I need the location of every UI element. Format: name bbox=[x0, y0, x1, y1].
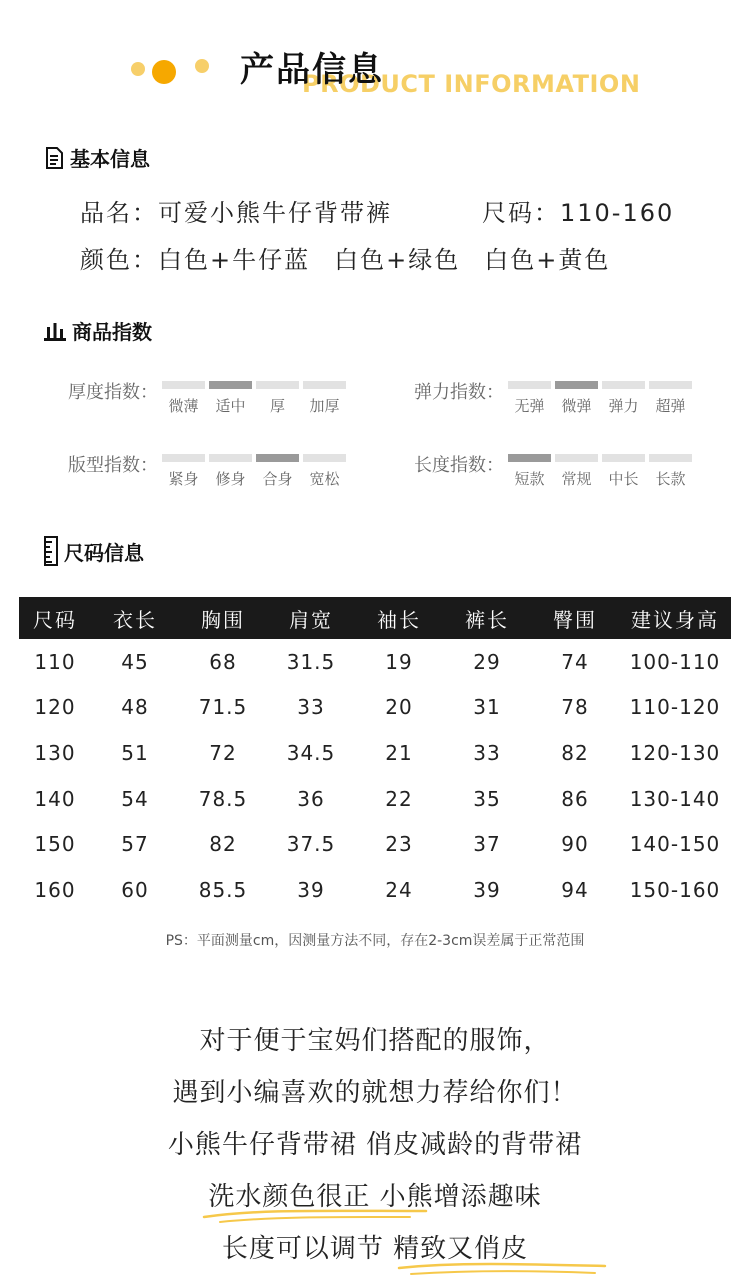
size-table bbox=[19, 597, 731, 913]
scale-option: 中长 bbox=[608, 470, 639, 488]
table-cell: 60 bbox=[121, 877, 149, 902]
section-heading: 基本信息 bbox=[70, 147, 150, 171]
scale-option: 适中 bbox=[215, 397, 246, 415]
scale-bar bbox=[162, 454, 205, 462]
scale-bar bbox=[508, 454, 551, 462]
document-icon bbox=[44, 147, 64, 169]
table-cell: 57 bbox=[121, 832, 149, 857]
table-cell: 39 bbox=[473, 877, 501, 902]
scale-option: 弹力 bbox=[608, 397, 639, 415]
table-row bbox=[19, 776, 731, 822]
table-row bbox=[19, 730, 731, 776]
table-cell: 110-120 bbox=[629, 695, 721, 720]
index-label: 长度指数： bbox=[414, 455, 504, 476]
table-cell: 68 bbox=[209, 649, 237, 674]
scale-option: 合身 bbox=[262, 470, 293, 488]
index-label: 厚度指数： bbox=[68, 382, 158, 403]
measurement-note: PS：平面测量cm，因测量方法不同，存在2-3cm误差属于正常范围 bbox=[165, 933, 585, 949]
scale-bar bbox=[555, 381, 598, 389]
table-cell: 140 bbox=[34, 786, 76, 811]
color-option: 白色+黄色 bbox=[484, 246, 611, 274]
table-cell: 78.5 bbox=[198, 786, 248, 811]
table-cell: 19 bbox=[385, 649, 413, 674]
column-header: 肩宽 bbox=[267, 597, 355, 639]
table-cell: 33 bbox=[473, 740, 501, 765]
slogan-line: 对于便于宝妈们搭配的服饰， bbox=[199, 1026, 551, 1056]
decor-dot-small-left bbox=[131, 62, 145, 76]
scale-bar bbox=[602, 381, 645, 389]
index-scale bbox=[508, 454, 692, 489]
table-cell: 86 bbox=[561, 786, 589, 811]
size-label: 尺码： bbox=[482, 199, 560, 227]
index-scale bbox=[162, 454, 346, 489]
info-row-size bbox=[482, 193, 674, 228]
scale-option: 宽松 bbox=[309, 470, 340, 488]
scale-bar bbox=[256, 381, 299, 389]
table-cell: 21 bbox=[385, 740, 413, 765]
color-option: 白色+牛仔蓝 bbox=[158, 246, 311, 274]
scale-bar bbox=[303, 381, 346, 389]
table-row bbox=[19, 685, 731, 731]
scale-bar bbox=[209, 381, 252, 389]
column-header: 臀围 bbox=[531, 597, 619, 639]
scale-option: 常规 bbox=[561, 470, 592, 488]
scale-bar bbox=[649, 454, 692, 462]
scale-bar bbox=[162, 381, 205, 389]
table-cell: 45 bbox=[121, 649, 149, 674]
table-row bbox=[19, 867, 731, 913]
table-cell: 31.5 bbox=[286, 649, 336, 674]
table-cell: 34.5 bbox=[286, 740, 336, 765]
table-header-row bbox=[19, 597, 731, 639]
table-cell: 39 bbox=[297, 877, 325, 902]
name-value: 可爱小熊牛仔背带裤 bbox=[158, 199, 392, 227]
table-cell: 20 bbox=[385, 695, 413, 720]
scale-option: 微弹 bbox=[561, 397, 592, 415]
table-cell: 100-110 bbox=[629, 649, 721, 674]
table-cell: 36 bbox=[297, 786, 325, 811]
table-cell: 85.5 bbox=[198, 877, 248, 902]
table-cell: 130 bbox=[34, 740, 76, 765]
section-heading: 尺码信息 bbox=[64, 540, 144, 565]
scale-bar bbox=[602, 454, 645, 462]
page-title: 产品信息 bbox=[240, 50, 384, 90]
decor-dot-small-right bbox=[195, 59, 209, 73]
info-row-colors bbox=[80, 240, 610, 275]
index-label: 弹力指数： bbox=[414, 382, 504, 403]
scale-option: 修身 bbox=[215, 470, 246, 488]
scale-option: 紧身 bbox=[168, 470, 199, 488]
table-cell: 31 bbox=[473, 695, 501, 720]
table-cell: 130-140 bbox=[629, 786, 721, 811]
table-cell: 120 bbox=[34, 695, 76, 720]
page-title-en: PRODUCT INFORMATION bbox=[302, 70, 641, 98]
table-cell: 51 bbox=[121, 740, 149, 765]
table-cell: 37.5 bbox=[286, 832, 336, 857]
slogan-line: 遇到小编喜欢的就想力荐给你们！ bbox=[172, 1078, 578, 1108]
table-cell: 120-130 bbox=[629, 740, 721, 765]
table-cell: 71.5 bbox=[198, 695, 248, 720]
scale-option: 无弹 bbox=[514, 397, 545, 415]
table-cell: 140-150 bbox=[629, 832, 721, 857]
scale-option: 微薄 bbox=[168, 397, 199, 415]
section-heading: 商品指数 bbox=[72, 320, 152, 344]
table-cell: 160 bbox=[34, 877, 76, 902]
table-cell: 37 bbox=[473, 832, 501, 857]
table-cell: 110 bbox=[34, 649, 76, 674]
column-header: 胸围 bbox=[179, 597, 267, 639]
scale-option: 超弹 bbox=[655, 397, 686, 415]
slogan-line: 长度可以调节 精致又俏皮 bbox=[221, 1234, 529, 1264]
table-cell: 54 bbox=[121, 786, 149, 811]
color-label: 颜色： bbox=[80, 246, 158, 274]
underline-squiggle bbox=[395, 1258, 610, 1280]
column-header: 袖长 bbox=[355, 597, 443, 639]
slogan-line: 小熊牛仔背带裙 俏皮减龄的背带裙 bbox=[167, 1130, 583, 1160]
table-cell: 22 bbox=[385, 786, 413, 811]
scale-option: 短款 bbox=[514, 470, 545, 488]
scale-bar bbox=[303, 454, 346, 462]
section-size-info bbox=[44, 536, 144, 566]
column-header: 衣长 bbox=[91, 597, 179, 639]
index-scale bbox=[508, 381, 692, 416]
scale-bar bbox=[256, 454, 299, 462]
scale-option: 长款 bbox=[655, 470, 686, 488]
table-cell: 33 bbox=[297, 695, 325, 720]
slogan-line: 洗水颜色很正 小熊增添趣味 bbox=[208, 1182, 542, 1212]
column-header: 建议身高 bbox=[619, 597, 731, 639]
scale-option: 加厚 bbox=[309, 397, 340, 415]
scale-bar bbox=[508, 381, 551, 389]
table-cell: 150-160 bbox=[629, 877, 721, 902]
section-product-index bbox=[44, 316, 152, 345]
scale-bar bbox=[555, 454, 598, 462]
underline-squiggle bbox=[200, 1205, 430, 1225]
table-cell: 82 bbox=[561, 740, 589, 765]
table-cell: 150 bbox=[34, 832, 76, 857]
index-label: 版型指数： bbox=[68, 455, 158, 476]
scale-option: 厚 bbox=[269, 397, 285, 415]
table-cell: 24 bbox=[385, 877, 413, 902]
table-cell: 72 bbox=[209, 740, 237, 765]
table-cell: 35 bbox=[473, 786, 501, 811]
table-cell: 23 bbox=[385, 832, 413, 857]
table-row bbox=[19, 821, 731, 867]
table-cell: 29 bbox=[473, 649, 501, 674]
scale-bar bbox=[209, 454, 252, 462]
section-basic-info bbox=[44, 143, 150, 172]
table-cell: 90 bbox=[561, 832, 589, 857]
table-cell: 74 bbox=[561, 649, 589, 674]
table-cell: 78 bbox=[561, 695, 589, 720]
scale-bar bbox=[649, 381, 692, 389]
info-row-name bbox=[80, 193, 392, 228]
size-value: 110-160 bbox=[560, 199, 675, 227]
ruler-icon bbox=[44, 536, 58, 566]
decor-dot-large bbox=[152, 60, 176, 84]
table-cell: 48 bbox=[121, 695, 149, 720]
table-cell: 94 bbox=[561, 877, 589, 902]
column-header: 裤长 bbox=[443, 597, 531, 639]
column-header: 尺码 bbox=[19, 597, 91, 639]
bar-chart-icon bbox=[44, 321, 66, 341]
name-label: 品名： bbox=[80, 199, 158, 227]
table-row bbox=[19, 639, 731, 685]
table-cell: 82 bbox=[209, 832, 237, 857]
index-scale bbox=[162, 381, 346, 416]
color-option: 白色+绿色 bbox=[334, 246, 461, 274]
